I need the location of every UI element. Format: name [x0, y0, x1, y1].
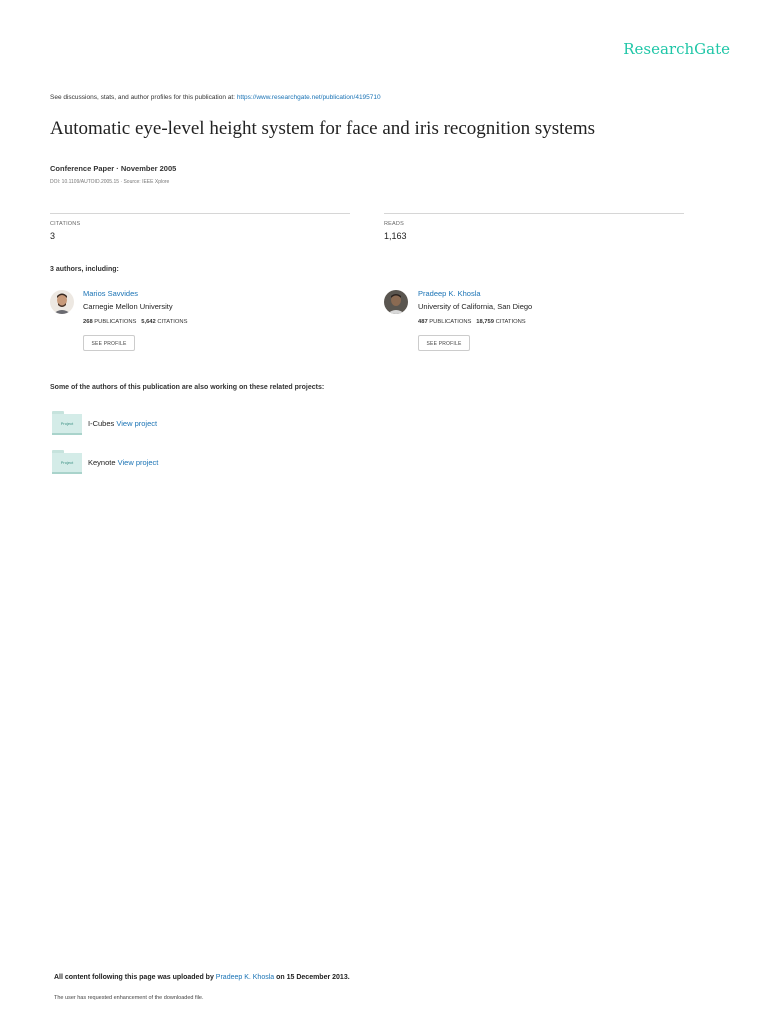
author-stats [83, 319, 187, 325]
reads-divider [384, 213, 684, 214]
view-project-link[interactable]: View project [116, 419, 158, 428]
project-name: I-Cubes [88, 419, 115, 428]
discussion-prefix: See discussions, stats, and author profiles for this publication at: [50, 94, 235, 101]
citations-count: 18,759 [476, 319, 494, 325]
author-name-link[interactable]: Pradeep K. Khosla [418, 289, 481, 298]
publications-label: PUBLICATIONS [94, 319, 137, 325]
project-badge: Project [52, 453, 82, 474]
discussion-line [50, 94, 381, 101]
see-profile-button[interactable]: SEE PROFILE [83, 335, 135, 351]
upload-info [54, 974, 350, 981]
author-stats [418, 319, 526, 325]
publications-count: 487 [418, 319, 428, 325]
reads-value: 1,163 [384, 231, 407, 241]
upload-prefix: All content following this page was uploaded by [54, 974, 214, 981]
related-projects-heading: Some of the authors of this publication are also working on these related projects: [50, 384, 325, 391]
authors-heading: 3 authors, including: [50, 266, 119, 273]
see-profile-button[interactable]: SEE PROFILE [418, 335, 470, 351]
paper-title: Automatic eye-level height system for face and iris recognition systems [50, 118, 596, 139]
author-institution: University of California, San Diego [418, 302, 533, 311]
paper-doi-source: DOI: 10.1109/AUTOID.2005.15 · Source: IEEE Xplore [50, 179, 170, 185]
researchgate-logo[interactable]: ResearchGate [623, 40, 730, 58]
author-institution: Carnegie Mellon University [83, 302, 173, 311]
author-name-link[interactable]: Marios Savvides [83, 289, 139, 298]
uploader-link[interactable]: Pradeep K. Khosla [215, 974, 275, 981]
author-photo-icon [384, 290, 408, 314]
list-item [88, 458, 158, 467]
upload-suffix: on 15 December 2013. [276, 974, 350, 981]
publications-count: 268 [83, 319, 93, 325]
reads-label: READS [384, 221, 404, 227]
avatar[interactable] [384, 290, 408, 314]
project-name: Keynote [88, 458, 116, 467]
paper-type-date: Conference Paper · November 2005 [50, 164, 177, 173]
citations-label: CITATIONS [157, 319, 188, 325]
avatar[interactable] [50, 290, 74, 314]
author-photo-icon [50, 290, 74, 314]
project-folder-icon[interactable] [52, 411, 82, 435]
citations-label: CITATIONS [50, 221, 81, 227]
view-project-link[interactable]: View project [117, 458, 159, 467]
publications-label: PUBLICATIONS [429, 319, 472, 325]
project-folder-icon[interactable] [52, 450, 82, 474]
project-badge: Project [52, 414, 82, 435]
citations-value: 3 [50, 231, 56, 241]
citations-count: 5,642 [141, 319, 156, 325]
citations-divider [50, 213, 350, 214]
publication-url-link[interactable]: https://www.researchgate.net/publication/4195710 [236, 94, 381, 101]
enhancement-note: The user has requested enhancement of the downloaded file. [54, 995, 204, 1001]
list-item [88, 419, 157, 428]
citations-label: CITATIONS [495, 319, 526, 325]
